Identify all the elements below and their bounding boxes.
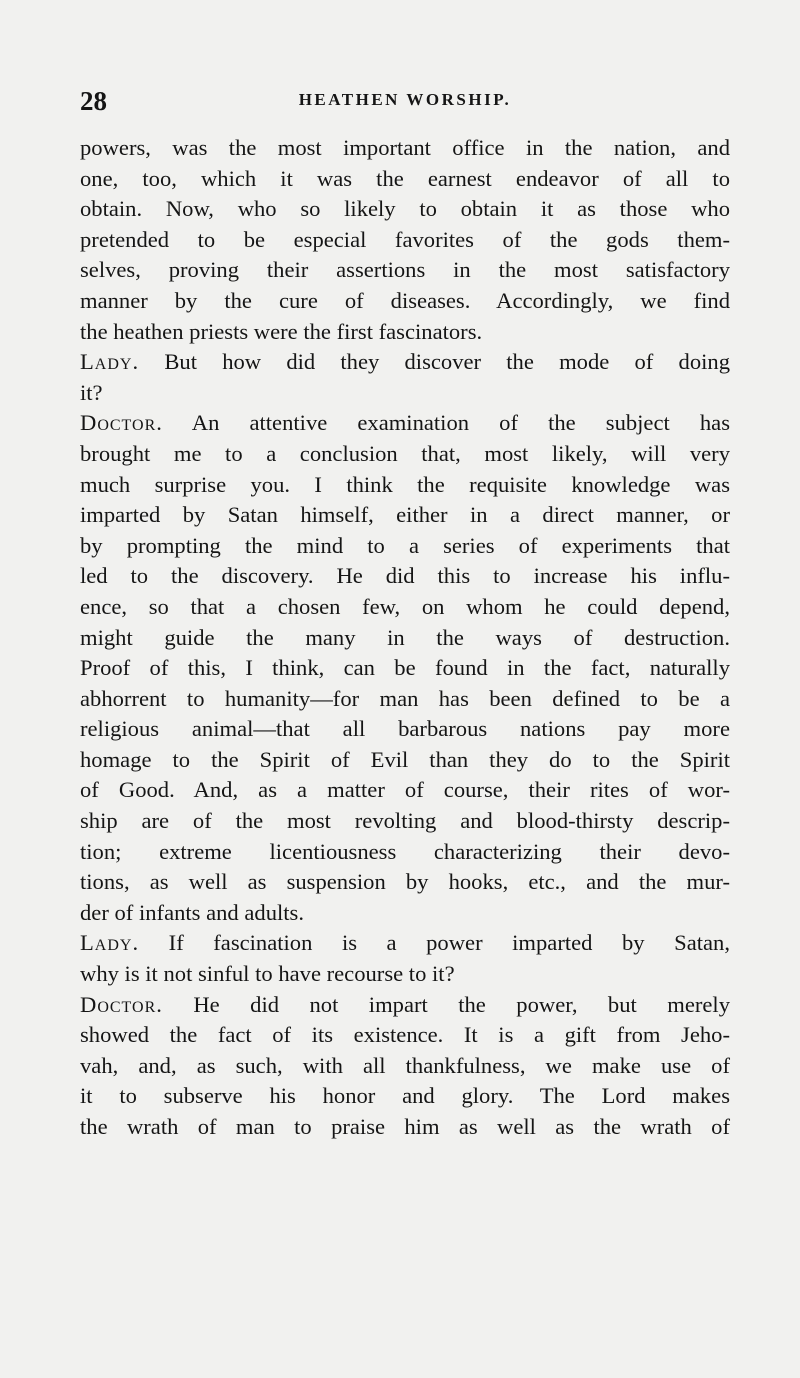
line-text: ship are of the most revolting and blood-thirsty descrip- bbox=[80, 808, 730, 834]
text-line bbox=[80, 990, 730, 1021]
line-text: led to the discovery. He did this to increase his influ- bbox=[80, 563, 730, 589]
body-text bbox=[80, 133, 730, 1143]
line-text: der of infants and adults. bbox=[80, 899, 304, 925]
text-line bbox=[80, 561, 730, 592]
line-text: why is it not sinful to have recourse to it? bbox=[80, 961, 455, 987]
text-line bbox=[80, 592, 730, 623]
text-line bbox=[80, 164, 730, 195]
text-line bbox=[80, 194, 730, 225]
text-line bbox=[80, 347, 730, 378]
text-line bbox=[80, 867, 730, 898]
line-text: much surprise you. I think the requisite knowledge was bbox=[80, 471, 730, 497]
text-line bbox=[80, 1020, 730, 1051]
text-line bbox=[80, 623, 730, 654]
text-line bbox=[80, 928, 730, 959]
line-text: ence, so that a chosen few, on whom he could depend, bbox=[80, 593, 730, 619]
text-line bbox=[80, 1051, 730, 1082]
speaker-name: Lady. bbox=[80, 349, 140, 375]
text-line bbox=[80, 133, 730, 164]
speaker-name: Doctor. bbox=[80, 410, 163, 436]
text-line bbox=[80, 439, 730, 470]
text-line bbox=[80, 653, 730, 684]
line-text: it? bbox=[80, 379, 103, 405]
line-text: the heathen priests were the first fascinators. bbox=[80, 318, 483, 344]
line-text: But how did they discover the mode of doing bbox=[139, 349, 730, 375]
text-line bbox=[80, 775, 730, 806]
line-text: tions, as well as suspension by hooks, etc., and the mur- bbox=[80, 869, 730, 895]
line-text: religious animal—that all barbarous nations pay more bbox=[80, 716, 730, 742]
line-text: obtain. Now, who so likely to obtain it as those who bbox=[80, 196, 730, 222]
line-text: homage to the Spirit of Evil than they do to the Spirit bbox=[80, 746, 730, 772]
text-line bbox=[80, 898, 730, 929]
text-line bbox=[80, 714, 730, 745]
line-text: one, too, which it was the earnest endeavor of all to bbox=[80, 165, 730, 191]
line-text: If fascination is a power imparted by Satan, bbox=[139, 930, 730, 956]
page-number: 28 bbox=[80, 86, 107, 116]
line-text: the wrath of man to praise him as well as the wrath of bbox=[80, 1114, 730, 1139]
text-line bbox=[80, 959, 730, 990]
line-text: Proof of this, I think, can be found in the fact, naturally bbox=[80, 655, 730, 681]
text-line bbox=[80, 500, 730, 531]
line-text: manner by the cure of diseases. Accordingly, we find bbox=[80, 287, 730, 313]
text-line bbox=[80, 1081, 730, 1112]
text-line bbox=[80, 408, 730, 439]
line-text: abhorrent to humanity—for man has been defined to be a bbox=[80, 685, 730, 711]
text-line bbox=[80, 806, 730, 837]
text-line bbox=[80, 317, 730, 348]
page-header bbox=[80, 86, 730, 116]
line-text: He did not impart the power, but merely bbox=[162, 991, 730, 1017]
line-text: tion; extreme licentiousness characterizing their devo- bbox=[80, 838, 730, 864]
text-line bbox=[80, 1112, 730, 1143]
line-text: imparted by Satan himself, either in a direct manner, or bbox=[80, 502, 730, 528]
text-line bbox=[80, 286, 730, 317]
line-text: it to subserve his honor and glory. The Lord makes bbox=[80, 1083, 730, 1109]
speaker-name: Doctor. bbox=[80, 991, 163, 1017]
line-text: pretended to be especial favorites of the gods them- bbox=[80, 226, 730, 252]
text-line bbox=[80, 470, 730, 501]
text-line bbox=[80, 225, 730, 256]
line-text: An attentive examination of the subject has bbox=[162, 410, 730, 436]
text-line bbox=[80, 378, 730, 409]
line-text: brought me to a conclusion that, most likely, will very bbox=[80, 440, 730, 466]
text-line bbox=[80, 745, 730, 776]
line-text: powers, was the most important office in the nation, and bbox=[80, 135, 730, 160]
running-head: HEATHEN WORSHIP. bbox=[298, 90, 512, 109]
line-text: might guide the many in the ways of destruction. bbox=[80, 624, 730, 650]
text-line bbox=[80, 531, 730, 562]
line-text: showed the fact of its existence. It is a gift from Jeho- bbox=[80, 1022, 730, 1048]
line-text: selves, proving their assertions in the most satisfactory bbox=[80, 257, 730, 283]
text-line bbox=[80, 684, 730, 715]
line-text: by prompting the mind to a series of experiments that bbox=[80, 532, 730, 558]
speaker-name: Lady. bbox=[80, 930, 140, 956]
text-line bbox=[80, 837, 730, 868]
line-text: vah, and, as such, with all thankfulness, we make use of bbox=[80, 1052, 730, 1078]
text-line bbox=[80, 255, 730, 286]
line-text: of Good. And, as a matter of course, their rites of wor- bbox=[80, 777, 730, 803]
